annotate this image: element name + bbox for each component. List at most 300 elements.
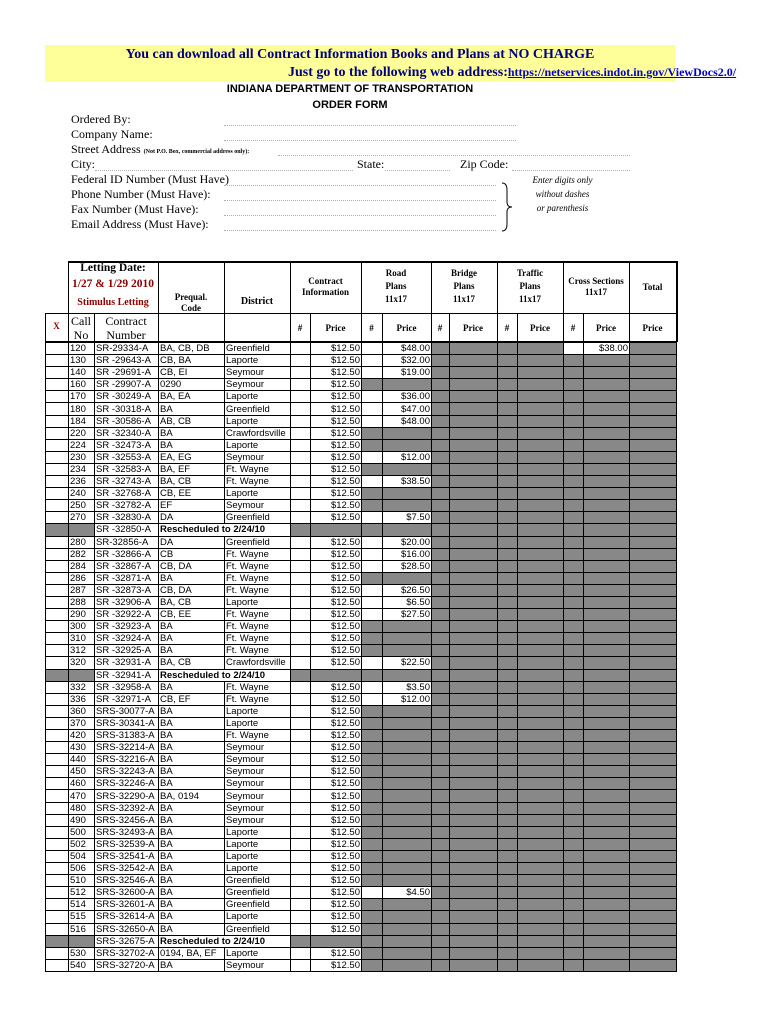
select-checkbox-cell[interactable] [46, 657, 69, 669]
select-checkbox-cell[interactable] [46, 778, 69, 790]
select-checkbox-cell[interactable] [46, 935, 69, 947]
bridge-plans-qty-cell [432, 778, 450, 790]
contract-info-qty-cell[interactable] [291, 427, 311, 439]
call-number-cell: 130 [69, 355, 95, 367]
company-name-field[interactable] [224, 140, 516, 141]
cross-sections-price-cell [584, 500, 630, 512]
bridge-qty-header: # [437, 323, 443, 333]
traffic-plans-price-cell [518, 536, 564, 548]
contract-number-cell: SRS-32614-A [95, 911, 159, 923]
contract-info-qty-cell[interactable] [291, 355, 311, 367]
road-plans-qty-cell [362, 717, 383, 729]
contract-info-qty-cell[interactable] [291, 451, 311, 463]
contract-info-qty-cell[interactable] [291, 391, 311, 403]
contract-info-qty-cell[interactable] [291, 959, 311, 971]
select-checkbox-cell[interactable] [46, 826, 69, 838]
road-plans-qty-cell[interactable] [362, 536, 383, 548]
cross-sections-qty-cell [564, 959, 584, 971]
district-cell: Laporte [225, 439, 291, 451]
road-plans-qty-cell[interactable] [362, 403, 383, 415]
cross-sections-qty-cell [564, 742, 584, 754]
table-row [46, 778, 677, 790]
contract-info-qty-cell[interactable] [291, 814, 311, 826]
district-cell: Laporte [225, 355, 291, 367]
phone-field[interactable] [224, 200, 496, 201]
road-plans-qty-cell[interactable] [362, 560, 383, 572]
road-plans-qty-cell[interactable] [362, 657, 383, 669]
contract-info-qty-cell[interactable] [291, 802, 311, 814]
select-checkbox-cell[interactable] [46, 923, 69, 935]
cross-sections-qty-cell[interactable] [564, 343, 584, 355]
road-plans-qty-cell [362, 572, 383, 584]
contract-info-qty-cell[interactable] [291, 439, 311, 451]
contract-info-price-cell: $12.50 [311, 645, 362, 657]
prequal-code-cell: CB, EF [159, 693, 225, 705]
select-checkbox-cell[interactable] [46, 463, 69, 475]
prequal-code-cell: BA [159, 403, 225, 415]
contract-info-qty-cell[interactable] [291, 730, 311, 742]
contract-info-qty-cell[interactable] [291, 488, 311, 500]
traffic-plans-price-cell [518, 923, 564, 935]
select-checkbox-cell[interactable] [46, 645, 69, 657]
contract-info-qty-cell[interactable] [291, 343, 311, 355]
total-price-cell [630, 621, 677, 633]
table-row [46, 850, 677, 862]
greyed-cell [383, 935, 432, 947]
select-checkbox-cell[interactable] [46, 705, 69, 717]
cross-sections-qty-cell [564, 693, 584, 705]
table-row [46, 633, 677, 645]
road-plans-qty-cell[interactable] [362, 367, 383, 379]
total-price-cell [630, 536, 677, 548]
prequal-code-cell: BA, CB [159, 476, 225, 488]
select-checkbox-cell[interactable] [46, 911, 69, 923]
road-plans-qty-cell[interactable] [362, 681, 383, 693]
cross-sections-qty-cell [564, 415, 584, 427]
select-checkbox-cell[interactable] [46, 439, 69, 451]
select-checkbox-cell[interactable] [46, 730, 69, 742]
district-cell: Laporte [225, 838, 291, 850]
district-cell: Greenfield [225, 536, 291, 548]
bridge-plans-qty-cell [432, 875, 450, 887]
select-checkbox-cell[interactable] [46, 814, 69, 826]
total-price-cell [630, 899, 677, 911]
contract-info-qty-cell[interactable] [291, 596, 311, 608]
select-checkbox-cell[interactable] [46, 742, 69, 754]
contract-info-qty-cell[interactable] [291, 379, 311, 391]
state-label: State: [357, 157, 385, 171]
select-checkbox-cell[interactable] [46, 681, 69, 693]
fax-field[interactable] [224, 215, 496, 216]
total-price-cell [630, 778, 677, 790]
road-plans-qty-cell[interactable] [362, 512, 383, 524]
select-checkbox-cell[interactable] [46, 379, 69, 391]
contract-number-cell: SRS-30077-A [95, 705, 159, 717]
contract-info-qty-cell[interactable] [291, 367, 311, 379]
select-checkbox-cell[interactable] [46, 415, 69, 427]
select-checkbox-cell[interactable] [46, 609, 69, 621]
greyed-cell [584, 935, 630, 947]
contract-info-qty-cell[interactable] [291, 572, 311, 584]
traffic-plans-price-cell [518, 596, 564, 608]
total-price-cell [630, 802, 677, 814]
cross-sections-price-cell [584, 826, 630, 838]
contract-info-qty-cell[interactable] [291, 500, 311, 512]
contract-info-qty-cell[interactable] [291, 850, 311, 862]
select-checkbox-cell[interactable] [46, 367, 69, 379]
contract-info-price-cell: $12.50 [311, 439, 362, 451]
table-row [46, 959, 677, 971]
contract-info-qty-cell[interactable] [291, 415, 311, 427]
greyed-cell [518, 524, 564, 536]
contract-info-qty-cell[interactable] [291, 536, 311, 548]
contract-info-qty-cell[interactable] [291, 899, 311, 911]
contract-info-price-cell: $12.50 [311, 742, 362, 754]
district-cell: Greenfield [225, 512, 291, 524]
prequal-header-2: Code [181, 303, 201, 313]
select-checkbox-cell[interactable] [46, 476, 69, 488]
road-plans-price-cell: $16.00 [383, 548, 432, 560]
traffic-header-3: 11x17 [518, 294, 541, 304]
road-plans-qty-cell [362, 899, 383, 911]
district-cell: Ft. Wayne [225, 548, 291, 560]
road-plans-price-cell [383, 742, 432, 754]
ordered-by-label: Ordered By: [71, 112, 131, 126]
ordered-by-field[interactable] [224, 125, 516, 126]
contract-info-qty-cell[interactable] [291, 923, 311, 935]
contract-info-price-cell: $12.50 [311, 415, 362, 427]
table-row [46, 814, 677, 826]
select-checkbox-cell[interactable] [46, 512, 69, 524]
road-plans-qty-cell[interactable] [362, 609, 383, 621]
contract-info-price-cell: $12.50 [311, 790, 362, 802]
prequal-code-cell: BA [159, 911, 225, 923]
contract-number-cell: SRS-32601-A [95, 899, 159, 911]
contract-info-price-cell: $12.50 [311, 923, 362, 935]
contract-info-price-cell: $12.50 [311, 572, 362, 584]
cross-sections-price-cell [584, 415, 630, 427]
road-plans-price-cell [383, 790, 432, 802]
select-checkbox-cell[interactable] [46, 887, 69, 899]
total-price-cell [630, 476, 677, 488]
road-plans-qty-cell[interactable] [362, 887, 383, 899]
road-plans-qty-cell[interactable] [362, 451, 383, 463]
road-plans-qty-cell [362, 911, 383, 923]
prequal-code-cell: BA, CB, DB [159, 343, 225, 355]
traffic-plans-qty-cell [498, 766, 518, 778]
cross-sections-price-cell [584, 766, 630, 778]
call-number-cell: 224 [69, 439, 95, 451]
road-plans-price-cell: $36.00 [383, 391, 432, 403]
total-price-cell [630, 488, 677, 500]
cross-sections-qty-cell [564, 451, 584, 463]
select-checkbox-cell[interactable] [46, 451, 69, 463]
bridge-plans-qty-cell [432, 681, 450, 693]
greyed-cell [564, 935, 584, 947]
cross-sections-qty-cell [564, 463, 584, 475]
traffic-price-header: Price [530, 323, 550, 333]
contract-number-cell: SR -32958-A [95, 681, 159, 693]
traffic-plans-price-cell [518, 584, 564, 596]
road-plans-qty-cell [362, 875, 383, 887]
road-plans-price-cell [383, 947, 432, 959]
road-plans-price-cell: $48.00 [383, 415, 432, 427]
road-plans-price-cell [383, 717, 432, 729]
zip-code-field[interactable] [512, 170, 630, 171]
road-plans-qty-cell[interactable] [362, 355, 383, 367]
greyed-cell [311, 524, 362, 536]
contract-number-cell: SRS-32675-A [95, 935, 159, 947]
select-checkbox-cell[interactable] [46, 343, 69, 355]
table-row [46, 415, 677, 427]
contract-info-qty-cell[interactable] [291, 657, 311, 669]
select-checkbox-cell[interactable] [46, 850, 69, 862]
select-checkbox-cell[interactable] [46, 500, 69, 512]
contract-info-qty-cell[interactable] [291, 633, 311, 645]
table-row [46, 717, 677, 729]
district-cell: Crawfordsville [225, 657, 291, 669]
curly-brace-icon [500, 182, 514, 232]
contract-info-qty-cell[interactable] [291, 742, 311, 754]
bridge-plans-price-cell [450, 609, 498, 621]
contract-info-qty-cell[interactable] [291, 838, 311, 850]
select-checkbox-cell[interactable] [46, 899, 69, 911]
contract-number-cell: SR -32583-A [95, 463, 159, 475]
traffic-plans-qty-cell [498, 923, 518, 935]
select-checkbox-cell[interactable] [46, 548, 69, 560]
cross-sections-price-cell [584, 959, 630, 971]
district-cell: Greenfield [225, 923, 291, 935]
contract-number-cell: SRS-32546-A [95, 875, 159, 887]
traffic-plans-price-cell [518, 379, 564, 391]
call-number-cell: 234 [69, 463, 95, 475]
call-number-cell: 184 [69, 415, 95, 427]
traffic-header-2: Plans [519, 281, 541, 291]
total-price-cell [630, 596, 677, 608]
select-checkbox-cell[interactable] [46, 621, 69, 633]
email-field[interactable] [224, 230, 496, 231]
cross-sections-qty-cell [564, 476, 584, 488]
viewdocs-link[interactable]: https://netservices.indot.in.gov/ViewDocs2.0/ [507, 65, 737, 79]
road-plans-price-cell: $47.00 [383, 403, 432, 415]
traffic-plans-price-cell [518, 560, 564, 572]
prequal-code-cell: BA [159, 923, 225, 935]
bridge-plans-price-cell [450, 596, 498, 608]
select-checkbox-cell[interactable] [46, 802, 69, 814]
bridge-plans-price-cell [450, 488, 498, 500]
greyed-cell [291, 935, 311, 947]
prequal-code-cell: BA [159, 863, 225, 875]
total-price-cell [630, 850, 677, 862]
call-number-cell: 140 [69, 367, 95, 379]
road-plans-qty-cell[interactable] [362, 596, 383, 608]
bridge-plans-price-cell [450, 403, 498, 415]
select-checkbox-cell[interactable] [46, 427, 69, 439]
traffic-plans-price-cell [518, 693, 564, 705]
road-plans-qty-cell[interactable] [362, 343, 383, 355]
contract-info-price-cell: $12.50 [311, 959, 362, 971]
contract-info-qty-cell[interactable] [291, 681, 311, 693]
table-row [46, 488, 677, 500]
road-plans-qty-cell [362, 379, 383, 391]
bridge-plans-price-cell [450, 512, 498, 524]
prequal-code-cell: BA [159, 838, 225, 850]
bridge-plans-qty-cell [432, 693, 450, 705]
contract-number-cell: SR -32473-A [95, 439, 159, 451]
total-price-cell [630, 705, 677, 717]
contract-info-qty-cell[interactable] [291, 705, 311, 717]
cross-sections-qty-cell [564, 826, 584, 838]
contract-info-price-cell: $12.50 [311, 512, 362, 524]
bridge-price-header: Price [463, 323, 483, 333]
contract-info-price-cell: $12.50 [311, 863, 362, 875]
contract-info-qty-cell[interactable] [291, 778, 311, 790]
greyed-cell [450, 669, 498, 681]
select-checkbox-cell[interactable] [46, 403, 69, 415]
select-checkbox-cell[interactable] [46, 572, 69, 584]
select-checkbox-cell[interactable] [46, 875, 69, 887]
contract-info-qty-cell[interactable] [291, 754, 311, 766]
contract-number-cell: SRS-32541-A [95, 850, 159, 862]
district-cell: Ft. Wayne [225, 560, 291, 572]
cross-sections-qty-cell [564, 560, 584, 572]
contract-info-qty-cell[interactable] [291, 717, 311, 729]
road-header-2: Plans [385, 281, 407, 291]
road-plans-qty-cell[interactable] [362, 548, 383, 560]
contract-info-price-cell: $12.50 [311, 633, 362, 645]
bridge-plans-price-cell [450, 863, 498, 875]
call-number-cell: 310 [69, 633, 95, 645]
bridge-plans-price-cell [450, 717, 498, 729]
contract-info-price-cell: $12.50 [311, 560, 362, 572]
contract-info-qty-cell[interactable] [291, 584, 311, 596]
total-price-cell [630, 790, 677, 802]
select-checkbox-cell[interactable] [46, 790, 69, 802]
select-checkbox-cell[interactable] [46, 947, 69, 959]
federal-id-field[interactable] [224, 185, 496, 186]
cross-sections-header-1: Cross Sections [568, 276, 624, 286]
call-number-cell: 236 [69, 476, 95, 488]
contract-info-qty-cell[interactable] [291, 911, 311, 923]
road-plans-qty-cell[interactable] [362, 415, 383, 427]
call-number-cell: 510 [69, 875, 95, 887]
contract-info-qty-cell[interactable] [291, 766, 311, 778]
road-plans-qty-cell[interactable] [362, 693, 383, 705]
traffic-plans-qty-cell [498, 814, 518, 826]
contract-info-qty-cell[interactable] [291, 693, 311, 705]
select-checkbox-cell[interactable] [46, 766, 69, 778]
district-cell: Seymour [225, 766, 291, 778]
table-row [46, 705, 677, 717]
cross-sections-qty-cell [564, 609, 584, 621]
select-checkbox-cell[interactable] [46, 391, 69, 403]
district-cell: Crawfordsville [225, 427, 291, 439]
traffic-plans-price-cell [518, 947, 564, 959]
contract-info-qty-cell[interactable] [291, 887, 311, 899]
contract-info-qty-cell[interactable] [291, 403, 311, 415]
call-number-cell: 515 [69, 911, 95, 923]
total-price-header: Price [642, 323, 663, 333]
select-checkbox-cell[interactable] [46, 633, 69, 645]
cross-sections-price-cell [584, 560, 630, 572]
contract-info-qty-cell[interactable] [291, 463, 311, 475]
traffic-plans-price-cell [518, 850, 564, 862]
bridge-plans-qty-cell [432, 633, 450, 645]
contract-info-qty-cell[interactable] [291, 875, 311, 887]
select-checkbox-cell[interactable] [46, 959, 69, 971]
contract-info-qty-cell[interactable] [291, 826, 311, 838]
prequal-code-cell: CB, BA [159, 355, 225, 367]
select-checkbox-cell[interactable] [46, 669, 69, 681]
contract-info-qty-cell[interactable] [291, 863, 311, 875]
contract-info-qty-cell[interactable] [291, 609, 311, 621]
select-checkbox-cell[interactable] [46, 717, 69, 729]
call-number-cell: 490 [69, 814, 95, 826]
bridge-plans-price-cell [450, 826, 498, 838]
select-checkbox-cell[interactable] [46, 693, 69, 705]
select-checkbox-cell[interactable] [46, 536, 69, 548]
contract-info-qty-cell[interactable] [291, 790, 311, 802]
traffic-plans-qty-cell [498, 403, 518, 415]
select-checkbox-cell[interactable] [46, 596, 69, 608]
bridge-plans-qty-cell [432, 391, 450, 403]
bridge-plans-price-cell [450, 693, 498, 705]
prequal-code-cell: BA [159, 427, 225, 439]
traffic-plans-qty-cell [498, 850, 518, 862]
traffic-plans-price-cell [518, 427, 564, 439]
digits-note-1: Enter digits only [532, 175, 593, 185]
select-checkbox-cell[interactable] [46, 863, 69, 875]
table-row [46, 427, 677, 439]
contract-info-qty-cell[interactable] [291, 947, 311, 959]
call-header: Call [71, 314, 91, 328]
select-checkbox-cell[interactable] [46, 488, 69, 500]
traffic-plans-price-cell [518, 463, 564, 475]
contract-info-qty-cell[interactable] [291, 512, 311, 524]
road-plans-qty-cell[interactable] [362, 476, 383, 488]
select-checkbox-cell[interactable] [46, 584, 69, 596]
contract-number-cell: SR -32925-A [95, 645, 159, 657]
banner-subline [288, 65, 736, 81]
state-field[interactable] [385, 170, 450, 171]
select-checkbox-cell[interactable] [46, 560, 69, 572]
road-plans-qty-cell[interactable] [362, 391, 383, 403]
bridge-plans-qty-cell [432, 427, 450, 439]
cross-sections-price-cell [584, 911, 630, 923]
cross-sections-price-cell [584, 693, 630, 705]
contract-info-price-cell: $12.50 [311, 355, 362, 367]
cross-sections-qty-cell [564, 766, 584, 778]
call-number-cell: 288 [69, 596, 95, 608]
contract-info-qty-cell[interactable] [291, 560, 311, 572]
traffic-plans-qty-cell [498, 621, 518, 633]
contract-info-qty-cell[interactable] [291, 621, 311, 633]
road-header-1: Road [385, 268, 407, 278]
select-checkbox-cell[interactable] [46, 754, 69, 766]
select-checkbox-cell[interactable] [46, 524, 69, 536]
cross-sections-qty-cell [564, 439, 584, 451]
traffic-plans-qty-cell [498, 427, 518, 439]
street-address-field[interactable] [278, 155, 630, 156]
select-checkbox-cell[interactable] [46, 838, 69, 850]
city-field[interactable] [95, 170, 353, 171]
contract-info-qty-cell[interactable] [291, 476, 311, 488]
select-checkbox-cell[interactable] [46, 355, 69, 367]
contract-info-qty-cell[interactable] [291, 548, 311, 560]
cross-sections-qty-cell [564, 645, 584, 657]
road-plans-qty-cell[interactable] [362, 584, 383, 596]
contract-info-qty-cell[interactable] [291, 645, 311, 657]
